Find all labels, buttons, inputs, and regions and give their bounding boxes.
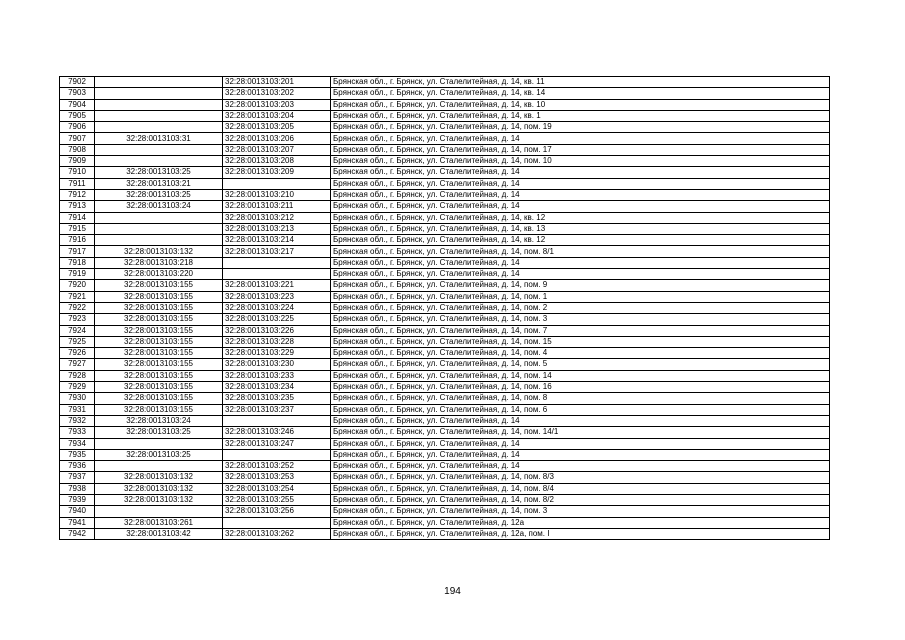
parent-cadastral-cell xyxy=(95,110,223,121)
cadastral-number-cell xyxy=(223,269,331,280)
cadastral-number-cell: 32:28:0013103:233 xyxy=(223,370,331,381)
table-row xyxy=(60,212,830,223)
row-number-cell: 7915 xyxy=(60,223,95,234)
row-number-cell: 7932 xyxy=(60,415,95,426)
address-cell: Брянская обл., г. Брянск, ул. Сталелитейная, д. 14 xyxy=(331,189,830,200)
parent-cadastral-cell: 32:28:0013103:155 xyxy=(95,370,223,381)
parent-cadastral-cell: 32:28:0013103:25 xyxy=(95,167,223,178)
cadastral-number-cell xyxy=(223,517,331,528)
cadastral-number-cell: 32:28:0013103:256 xyxy=(223,506,331,517)
address-cell: Брянская обл., г. Брянск, ул. Сталелитейная, д. 14, пом. 6 xyxy=(331,404,830,415)
cadastral-number-cell: 32:28:0013103:230 xyxy=(223,359,331,370)
table-row xyxy=(60,472,830,483)
row-number-cell: 7933 xyxy=(60,427,95,438)
row-number-cell: 7926 xyxy=(60,348,95,359)
parent-cadastral-cell xyxy=(95,223,223,234)
row-number-cell: 7935 xyxy=(60,449,95,460)
row-number-cell: 7916 xyxy=(60,235,95,246)
row-number-cell: 7924 xyxy=(60,325,95,336)
row-number-cell: 7936 xyxy=(60,461,95,472)
table-row xyxy=(60,314,830,325)
table-row xyxy=(60,280,830,291)
table-row xyxy=(60,88,830,99)
row-number-cell: 7911 xyxy=(60,178,95,189)
row-number-cell: 7931 xyxy=(60,404,95,415)
table-row xyxy=(60,99,830,110)
address-cell: Брянская обл., г. Брянск, ул. Сталелитейная, д. 14 xyxy=(331,167,830,178)
cadastral-number-cell: 32:28:0013103:229 xyxy=(223,348,331,359)
cadastral-number-cell: 32:28:0013103:235 xyxy=(223,393,331,404)
cadastral-number-cell xyxy=(223,257,331,268)
row-number-cell: 7903 xyxy=(60,88,95,99)
row-number-cell: 7918 xyxy=(60,257,95,268)
parent-cadastral-cell xyxy=(95,506,223,517)
table-row xyxy=(60,438,830,449)
cadastral-table xyxy=(59,76,830,540)
table-row xyxy=(60,269,830,280)
row-number-cell: 7912 xyxy=(60,189,95,200)
table-row xyxy=(60,517,830,528)
parent-cadastral-cell: 32:28:0013103:155 xyxy=(95,291,223,302)
row-number-cell: 7913 xyxy=(60,201,95,212)
cadastral-number-cell: 32:28:0013103:254 xyxy=(223,483,331,494)
address-cell: Брянская обл., г. Брянск, ул. Сталелитейная, д. 14, пом. 2 xyxy=(331,302,830,313)
parent-cadastral-cell: 32:28:0013103:155 xyxy=(95,393,223,404)
row-number-cell: 7909 xyxy=(60,156,95,167)
table-row xyxy=(60,246,830,257)
cadastral-number-cell: 32:28:0013103:234 xyxy=(223,382,331,393)
parent-cadastral-cell: 32:28:0013103:42 xyxy=(95,528,223,539)
address-cell: Брянская обл., г. Брянск, ул. Сталелитейная, д. 14 xyxy=(331,257,830,268)
parent-cadastral-cell: 32:28:0013103:155 xyxy=(95,280,223,291)
parent-cadastral-cell: 32:28:0013103:261 xyxy=(95,517,223,528)
parent-cadastral-cell: 32:28:0013103:155 xyxy=(95,382,223,393)
table-row xyxy=(60,336,830,347)
parent-cadastral-cell: 32:28:0013103:24 xyxy=(95,415,223,426)
address-cell: Брянская обл., г. Брянск, ул. Сталелитейная, д. 14, пом. 14/1 xyxy=(331,427,830,438)
parent-cadastral-cell: 32:28:0013103:155 xyxy=(95,302,223,313)
row-number-cell: 7938 xyxy=(60,483,95,494)
table-row xyxy=(60,144,830,155)
table-row xyxy=(60,427,830,438)
address-cell: Брянская обл., г. Брянск, ул. Сталелитейная, д. 14, кв. 11 xyxy=(331,77,830,88)
row-number-cell: 7904 xyxy=(60,99,95,110)
address-cell: Брянская обл., г. Брянск, ул. Сталелитейная, д. 14 xyxy=(331,269,830,280)
row-number-cell: 7940 xyxy=(60,506,95,517)
parent-cadastral-cell xyxy=(95,99,223,110)
parent-cadastral-cell: 32:28:0013103:155 xyxy=(95,314,223,325)
parent-cadastral-cell: 32:28:0013103:155 xyxy=(95,348,223,359)
address-cell: Брянская обл., г. Брянск, ул. Сталелитейная, д. 14, пом. 15 xyxy=(331,336,830,347)
row-number-cell: 7908 xyxy=(60,144,95,155)
address-cell: Брянская обл., г. Брянск, ул. Сталелитейная, д. 14, кв. 1 xyxy=(331,110,830,121)
cadastral-number-cell: 32:28:0013103:214 xyxy=(223,235,331,246)
address-cell: Брянская обл., г. Брянск, ул. Сталелитейная, д. 14, пом. 8/1 xyxy=(331,246,830,257)
parent-cadastral-cell xyxy=(95,438,223,449)
row-number-cell: 7937 xyxy=(60,472,95,483)
table-row xyxy=(60,178,830,189)
table-row xyxy=(60,77,830,88)
table-row xyxy=(60,348,830,359)
row-number-cell: 7914 xyxy=(60,212,95,223)
address-cell: Брянская обл., г. Брянск, ул. Сталелитейная, д. 14, кв. 13 xyxy=(331,223,830,234)
address-cell: Брянская обл., г. Брянск, ул. Сталелитейная, д. 14, пом. 3 xyxy=(331,506,830,517)
row-number-cell: 7925 xyxy=(60,336,95,347)
row-number-cell: 7929 xyxy=(60,382,95,393)
address-cell: Брянская обл., г. Брянск, ул. Сталелитейная, д. 14, пом. 7 xyxy=(331,325,830,336)
table-row xyxy=(60,167,830,178)
parent-cadastral-cell: 32:28:0013103:132 xyxy=(95,494,223,505)
table-row xyxy=(60,325,830,336)
cadastral-number-cell: 32:28:0013103:201 xyxy=(223,77,331,88)
cadastral-number-cell: 32:28:0013103:202 xyxy=(223,88,331,99)
table-body xyxy=(60,77,830,540)
table-row xyxy=(60,461,830,472)
row-number-cell: 7921 xyxy=(60,291,95,302)
parent-cadastral-cell: 32:28:0013103:218 xyxy=(95,257,223,268)
cadastral-number-cell: 32:28:0013103:217 xyxy=(223,246,331,257)
row-number-cell: 7920 xyxy=(60,280,95,291)
row-number-cell: 7919 xyxy=(60,269,95,280)
parent-cadastral-cell xyxy=(95,88,223,99)
table-row xyxy=(60,291,830,302)
cadastral-number-cell: 32:28:0013103:203 xyxy=(223,99,331,110)
row-number-cell: 7906 xyxy=(60,122,95,133)
row-number-cell: 7902 xyxy=(60,77,95,88)
parent-cadastral-cell: 32:28:0013103:155 xyxy=(95,404,223,415)
table-row xyxy=(60,483,830,494)
cadastral-number-cell: 32:28:0013103:221 xyxy=(223,280,331,291)
cadastral-number-cell: 32:28:0013103:213 xyxy=(223,223,331,234)
address-cell: Брянская обл., г. Брянск, ул. Сталелитейная, д. 14, кв. 14 xyxy=(331,88,830,99)
parent-cadastral-cell: 32:28:0013103:155 xyxy=(95,336,223,347)
parent-cadastral-cell: 32:28:0013103:132 xyxy=(95,246,223,257)
row-number-cell: 7942 xyxy=(60,528,95,539)
cadastral-number-cell xyxy=(223,178,331,189)
cadastral-number-cell: 32:28:0013103:223 xyxy=(223,291,331,302)
address-cell: Брянская обл., г. Брянск, ул. Сталелитейная, д. 14, пом. 8 xyxy=(331,393,830,404)
address-cell: Брянская обл., г. Брянск, ул. Сталелитейная, д. 14 xyxy=(331,438,830,449)
table-row xyxy=(60,506,830,517)
address-cell: Брянская обл., г. Брянск, ул. Сталелитейная, д. 14, пом. 17 xyxy=(331,144,830,155)
parent-cadastral-cell xyxy=(95,212,223,223)
address-cell: Брянская обл., г. Брянск, ул. Сталелитейная, д. 12а xyxy=(331,517,830,528)
parent-cadastral-cell xyxy=(95,461,223,472)
address-cell: Брянская обл., г. Брянск, ул. Сталелитейная, д. 14, кв. 12 xyxy=(331,212,830,223)
cadastral-number-cell: 32:28:0013103:208 xyxy=(223,156,331,167)
parent-cadastral-cell xyxy=(95,144,223,155)
table-row xyxy=(60,257,830,268)
address-cell: Брянская обл., г. Брянск, ул. Сталелитейная, д. 14, кв. 12 xyxy=(331,235,830,246)
address-cell: Брянская обл., г. Брянск, ул. Сталелитейная, д. 14, пом. 19 xyxy=(331,122,830,133)
cadastral-number-cell: 32:28:0013103:262 xyxy=(223,528,331,539)
row-number-cell: 7930 xyxy=(60,393,95,404)
table-row xyxy=(60,528,830,539)
cadastral-number-cell: 32:28:0013103:206 xyxy=(223,133,331,144)
page-number: 194 xyxy=(444,586,461,597)
parent-cadastral-cell xyxy=(95,156,223,167)
cadastral-number-cell: 32:28:0013103:205 xyxy=(223,122,331,133)
parent-cadastral-cell: 32:28:0013103:21 xyxy=(95,178,223,189)
cadastral-number-cell: 32:28:0013103:210 xyxy=(223,189,331,200)
table-row xyxy=(60,223,830,234)
cadastral-number-cell: 32:28:0013103:225 xyxy=(223,314,331,325)
cadastral-number-cell: 32:28:0013103:204 xyxy=(223,110,331,121)
address-cell: Брянская обл., г. Брянск, ул. Сталелитейная, д. 14 xyxy=(331,178,830,189)
address-cell: Брянская обл., г. Брянск, ул. Сталелитейная, д. 14, пом. 1 xyxy=(331,291,830,302)
address-cell: Брянская обл., г. Брянск, ул. Сталелитейная, д. 14 xyxy=(331,461,830,472)
row-number-cell: 7928 xyxy=(60,370,95,381)
table-row xyxy=(60,393,830,404)
table-row xyxy=(60,302,830,313)
table-row xyxy=(60,122,830,133)
address-cell: Брянская обл., г. Брянск, ул. Сталелитейная, д. 14, пом. 3 xyxy=(331,314,830,325)
cadastral-number-cell: 32:28:0013103:211 xyxy=(223,201,331,212)
parent-cadastral-cell: 32:28:0013103:220 xyxy=(95,269,223,280)
cadastral-number-cell: 32:28:0013103:207 xyxy=(223,144,331,155)
parent-cadastral-cell: 32:28:0013103:155 xyxy=(95,325,223,336)
row-number-cell: 7939 xyxy=(60,494,95,505)
address-cell: Брянская обл., г. Брянск, ул. Сталелитейная, д. 14, пом. 8/2 xyxy=(331,494,830,505)
row-number-cell: 7905 xyxy=(60,110,95,121)
row-number-cell: 7934 xyxy=(60,438,95,449)
cadastral-number-cell: 32:28:0013103:237 xyxy=(223,404,331,415)
parent-cadastral-cell xyxy=(95,122,223,133)
address-cell: Брянская обл., г. Брянск, ул. Сталелитейная, д. 14, пом. 10 xyxy=(331,156,830,167)
cadastral-number-cell: 32:28:0013103:212 xyxy=(223,212,331,223)
table-row xyxy=(60,370,830,381)
parent-cadastral-cell: 32:28:0013103:25 xyxy=(95,427,223,438)
table-row xyxy=(60,133,830,144)
address-cell: Брянская обл., г. Брянск, ул. Сталелитейная, д. 14, пом. 8/4 xyxy=(331,483,830,494)
cadastral-number-cell xyxy=(223,449,331,460)
cadastral-number-cell: 32:28:0013103:247 xyxy=(223,438,331,449)
address-cell: Брянская обл., г. Брянск, ул. Сталелитейная, д. 14, кв. 10 xyxy=(331,99,830,110)
cadastral-number-cell: 32:28:0013103:228 xyxy=(223,336,331,347)
cadastral-number-cell: 32:28:0013103:246 xyxy=(223,427,331,438)
row-number-cell: 7927 xyxy=(60,359,95,370)
cadastral-number-cell: 32:28:0013103:253 xyxy=(223,472,331,483)
row-number-cell: 7907 xyxy=(60,133,95,144)
row-number-cell: 7917 xyxy=(60,246,95,257)
table-row xyxy=(60,404,830,415)
table-row xyxy=(60,382,830,393)
address-cell: Брянская обл., г. Брянск, ул. Сталелитейная, д. 14, пом. 4 xyxy=(331,348,830,359)
address-cell: Брянская обл., г. Брянск, ул. Сталелитейная, д. 12а, пом. I xyxy=(331,528,830,539)
cadastral-number-cell: 32:28:0013103:224 xyxy=(223,302,331,313)
parent-cadastral-cell: 32:28:0013103:155 xyxy=(95,359,223,370)
row-number-cell: 7941 xyxy=(60,517,95,528)
parent-cadastral-cell: 32:28:0013103:25 xyxy=(95,189,223,200)
parent-cadastral-cell: 32:28:0013103:132 xyxy=(95,472,223,483)
address-cell: Брянская обл., г. Брянск, ул. Сталелитейная, д. 14, пом. 9 xyxy=(331,280,830,291)
parent-cadastral-cell: 32:28:0013103:25 xyxy=(95,449,223,460)
row-number-cell: 7910 xyxy=(60,167,95,178)
address-cell: Брянская обл., г. Брянск, ул. Сталелитейная, д. 14 xyxy=(331,415,830,426)
table-row xyxy=(60,189,830,200)
table-row xyxy=(60,110,830,121)
address-cell: Брянская обл., г. Брянск, ул. Сталелитейная, д. 14 xyxy=(331,201,830,212)
table-row xyxy=(60,449,830,460)
cadastral-number-cell: 32:28:0013103:255 xyxy=(223,494,331,505)
cadastral-number-cell: 32:28:0013103:226 xyxy=(223,325,331,336)
table-row xyxy=(60,359,830,370)
address-cell: Брянская обл., г. Брянск, ул. Сталелитейная, д. 14 xyxy=(331,133,830,144)
cadastral-number-cell: 32:28:0013103:209 xyxy=(223,167,331,178)
address-cell: Брянская обл., г. Брянск, ул. Сталелитейная, д. 14, пом. 16 xyxy=(331,382,830,393)
row-number-cell: 7923 xyxy=(60,314,95,325)
parent-cadastral-cell xyxy=(95,235,223,246)
parent-cadastral-cell: 32:28:0013103:24 xyxy=(95,201,223,212)
parent-cadastral-cell: 32:28:0013103:31 xyxy=(95,133,223,144)
table-row xyxy=(60,415,830,426)
address-cell: Брянская обл., г. Брянск, ул. Сталелитейная, д. 14, пом. 8/3 xyxy=(331,472,830,483)
parent-cadastral-cell xyxy=(95,77,223,88)
table-row xyxy=(60,201,830,212)
address-cell: Брянская обл., г. Брянск, ул. Сталелитейная, д. 14 xyxy=(331,449,830,460)
address-cell: Брянская обл., г. Брянск, ул. Сталелитейная, д. 14, пом. 5 xyxy=(331,359,830,370)
address-cell: Брянская обл., г. Брянск, ул. Сталелитейная, д. 14, пом. 14 xyxy=(331,370,830,381)
table-row xyxy=(60,156,830,167)
cadastral-number-cell: 32:28:0013103:252 xyxy=(223,461,331,472)
table-row xyxy=(60,235,830,246)
table-row xyxy=(60,494,830,505)
cadastral-number-cell xyxy=(223,415,331,426)
row-number-cell: 7922 xyxy=(60,302,95,313)
parent-cadastral-cell: 32:28:0013103:132 xyxy=(95,483,223,494)
